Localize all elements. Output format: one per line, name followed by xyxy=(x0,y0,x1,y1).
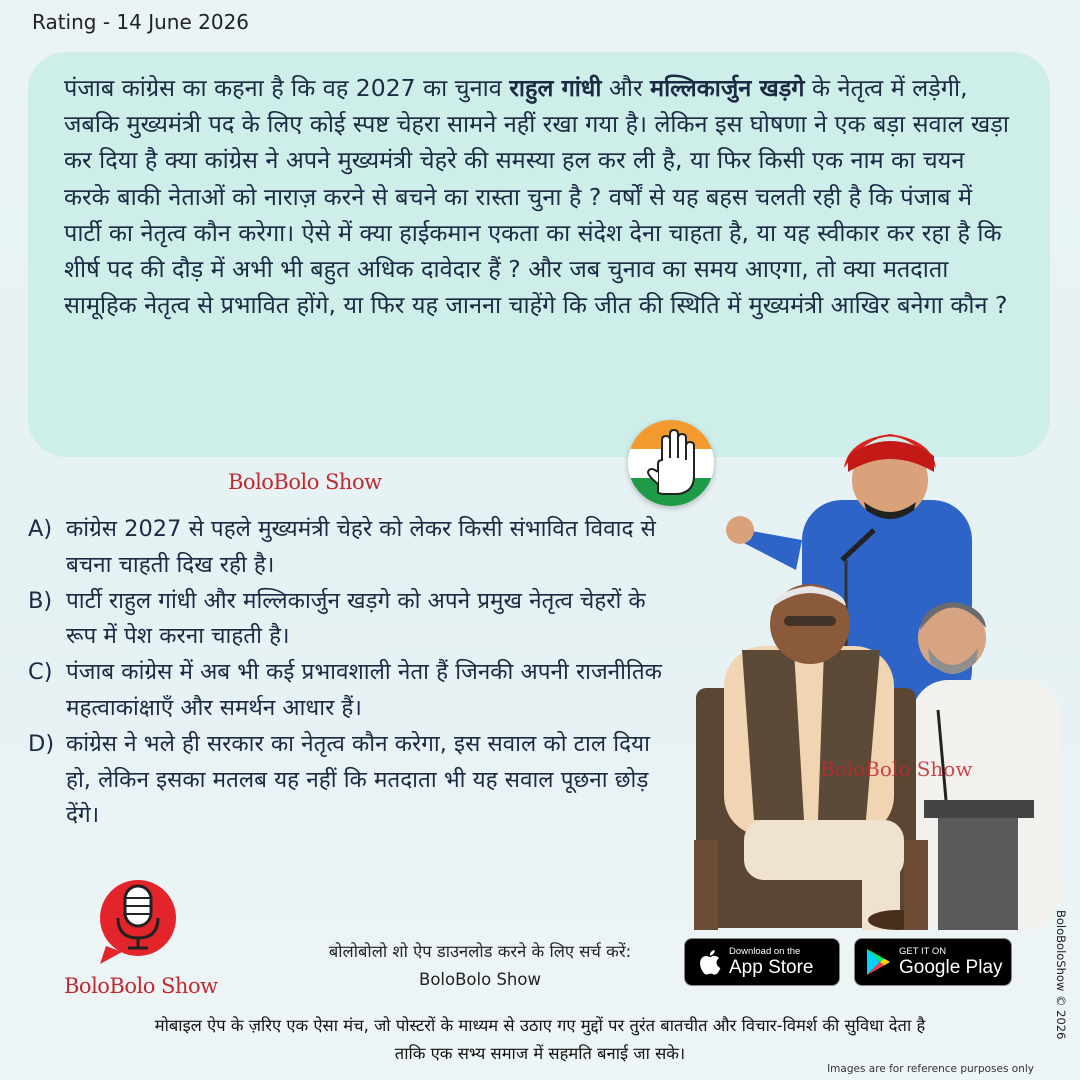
apple-icon xyxy=(697,948,721,976)
name-rahul-gandhi: राहुल गांधी xyxy=(509,74,602,102)
options-list xyxy=(28,512,678,834)
footer-tagline: मोबाइल ऐप के ज़रिए एक ऐसा मंच, जो पोस्टरों के माध्यम से उठाए गए मुद्दों पर तुरंत बातचीत और विचार-विमर्श की सुविधा देता है ताकि एक सभ्य समाज में सहमति बनाई जा सके। xyxy=(154,1016,926,1063)
google-play-button[interactable]: GET IT ON Google Play xyxy=(854,938,1012,986)
intro-paragraph: पंजाब कांग्रेस का कहना है कि वह 2027 का चुनाव राहुल गांधी और मल्लिकार्जुन खड़गे के नेतृत्व में लड़ेगी, जबकि मुख्यमंत्री पद के लिए कोई स्पष्ट चेहरा सामने नहीं रखा गया है। लेकिन इस घोषणा ने एक बड़ा सवाल खड़ा कर दिया है क्या कांग्रेस ने अपने मुख्यमंत्री चेहरे की समस्या हल कर ली है, या फिर किसी एक नाम का चयन करके बाकी नेताओं को नाराज़ करने से बचने का रास्ता चुना है ? वर्षों से यह बहस चलती रही है कि पंजाब में पार्टी का नेतृत्व कौन करेगा। ऐसे में क्या हाईकमान एकता का संदेश देना चाहता है, या यह स्वीकार कर रहा है कि शीर्ष पद की दौड़ में अभी भी बहुत अधिक दावेदार हैं ? और जब चुनाव का समय आएगा, तो क्या मतदाता सामूहिक नेतृत्व से प्रभावित होंगे, या फिर यह जानना चाहेंगे कि जीत की स्थिति में मुख्यमंत्री आखिर बनेगा कौन ? xyxy=(64,74,1009,320)
option-a[interactable]: A) कांग्रेस 2027 से पहले मुख्यमंत्री चेहरे को लेकर किसी संभावित विवाद से बचना चाहती दिख रही है। xyxy=(28,516,656,578)
intro-text-box xyxy=(28,52,1050,457)
app-store-button[interactable]: Download on the App Store xyxy=(684,938,840,986)
download-instruction: बोलोबोलो शो ऐप डाउनलोड करने के लिए सर्च करें: BoloBolo Show xyxy=(328,942,632,989)
microphone-logo-icon xyxy=(96,876,180,966)
copyright-vertical: BoloBoloShow © 2026 xyxy=(1054,910,1068,1040)
option-d[interactable]: D) कांग्रेस ने भले ही सरकार का नेतृत्व कौन करेगा, इस सवाल को टाल दिया हो, लेकिन इसका मतलब यह नहीं कि मतदाता भी यह सवाल पूछना छोड़ देंगे। xyxy=(28,730,650,829)
brand-logo-text: BoloBolo Show xyxy=(64,974,218,998)
disclaimer-text: Images are for reference purposes only xyxy=(827,1063,1034,1075)
watermark-text: BoloBolo Show xyxy=(820,757,973,781)
google-play-icon xyxy=(865,948,891,976)
option-c[interactable]: C) पंजाब कांग्रेस में अब भी कई प्रभावशाली नेता हैं जिनकी अपनी राजनीतिक महत्वाकांक्षाएँ और समर्थन आधार हैं। xyxy=(28,659,662,721)
rating-date: Rating - 14 June 2026 xyxy=(32,10,250,34)
option-b[interactable]: B) पार्टी राहुल गांधी और मल्लिकार्जुन खड़गे को अपने प्रमुख नेतृत्व चेहरों के रूप में पेश करना चाहती है। xyxy=(28,587,646,650)
brand-name-tag: BoloBolo Show xyxy=(228,470,382,494)
name-kharge: मल्लिकार्जुन खड़गे xyxy=(650,74,805,102)
leaders-illustration xyxy=(684,410,1080,930)
